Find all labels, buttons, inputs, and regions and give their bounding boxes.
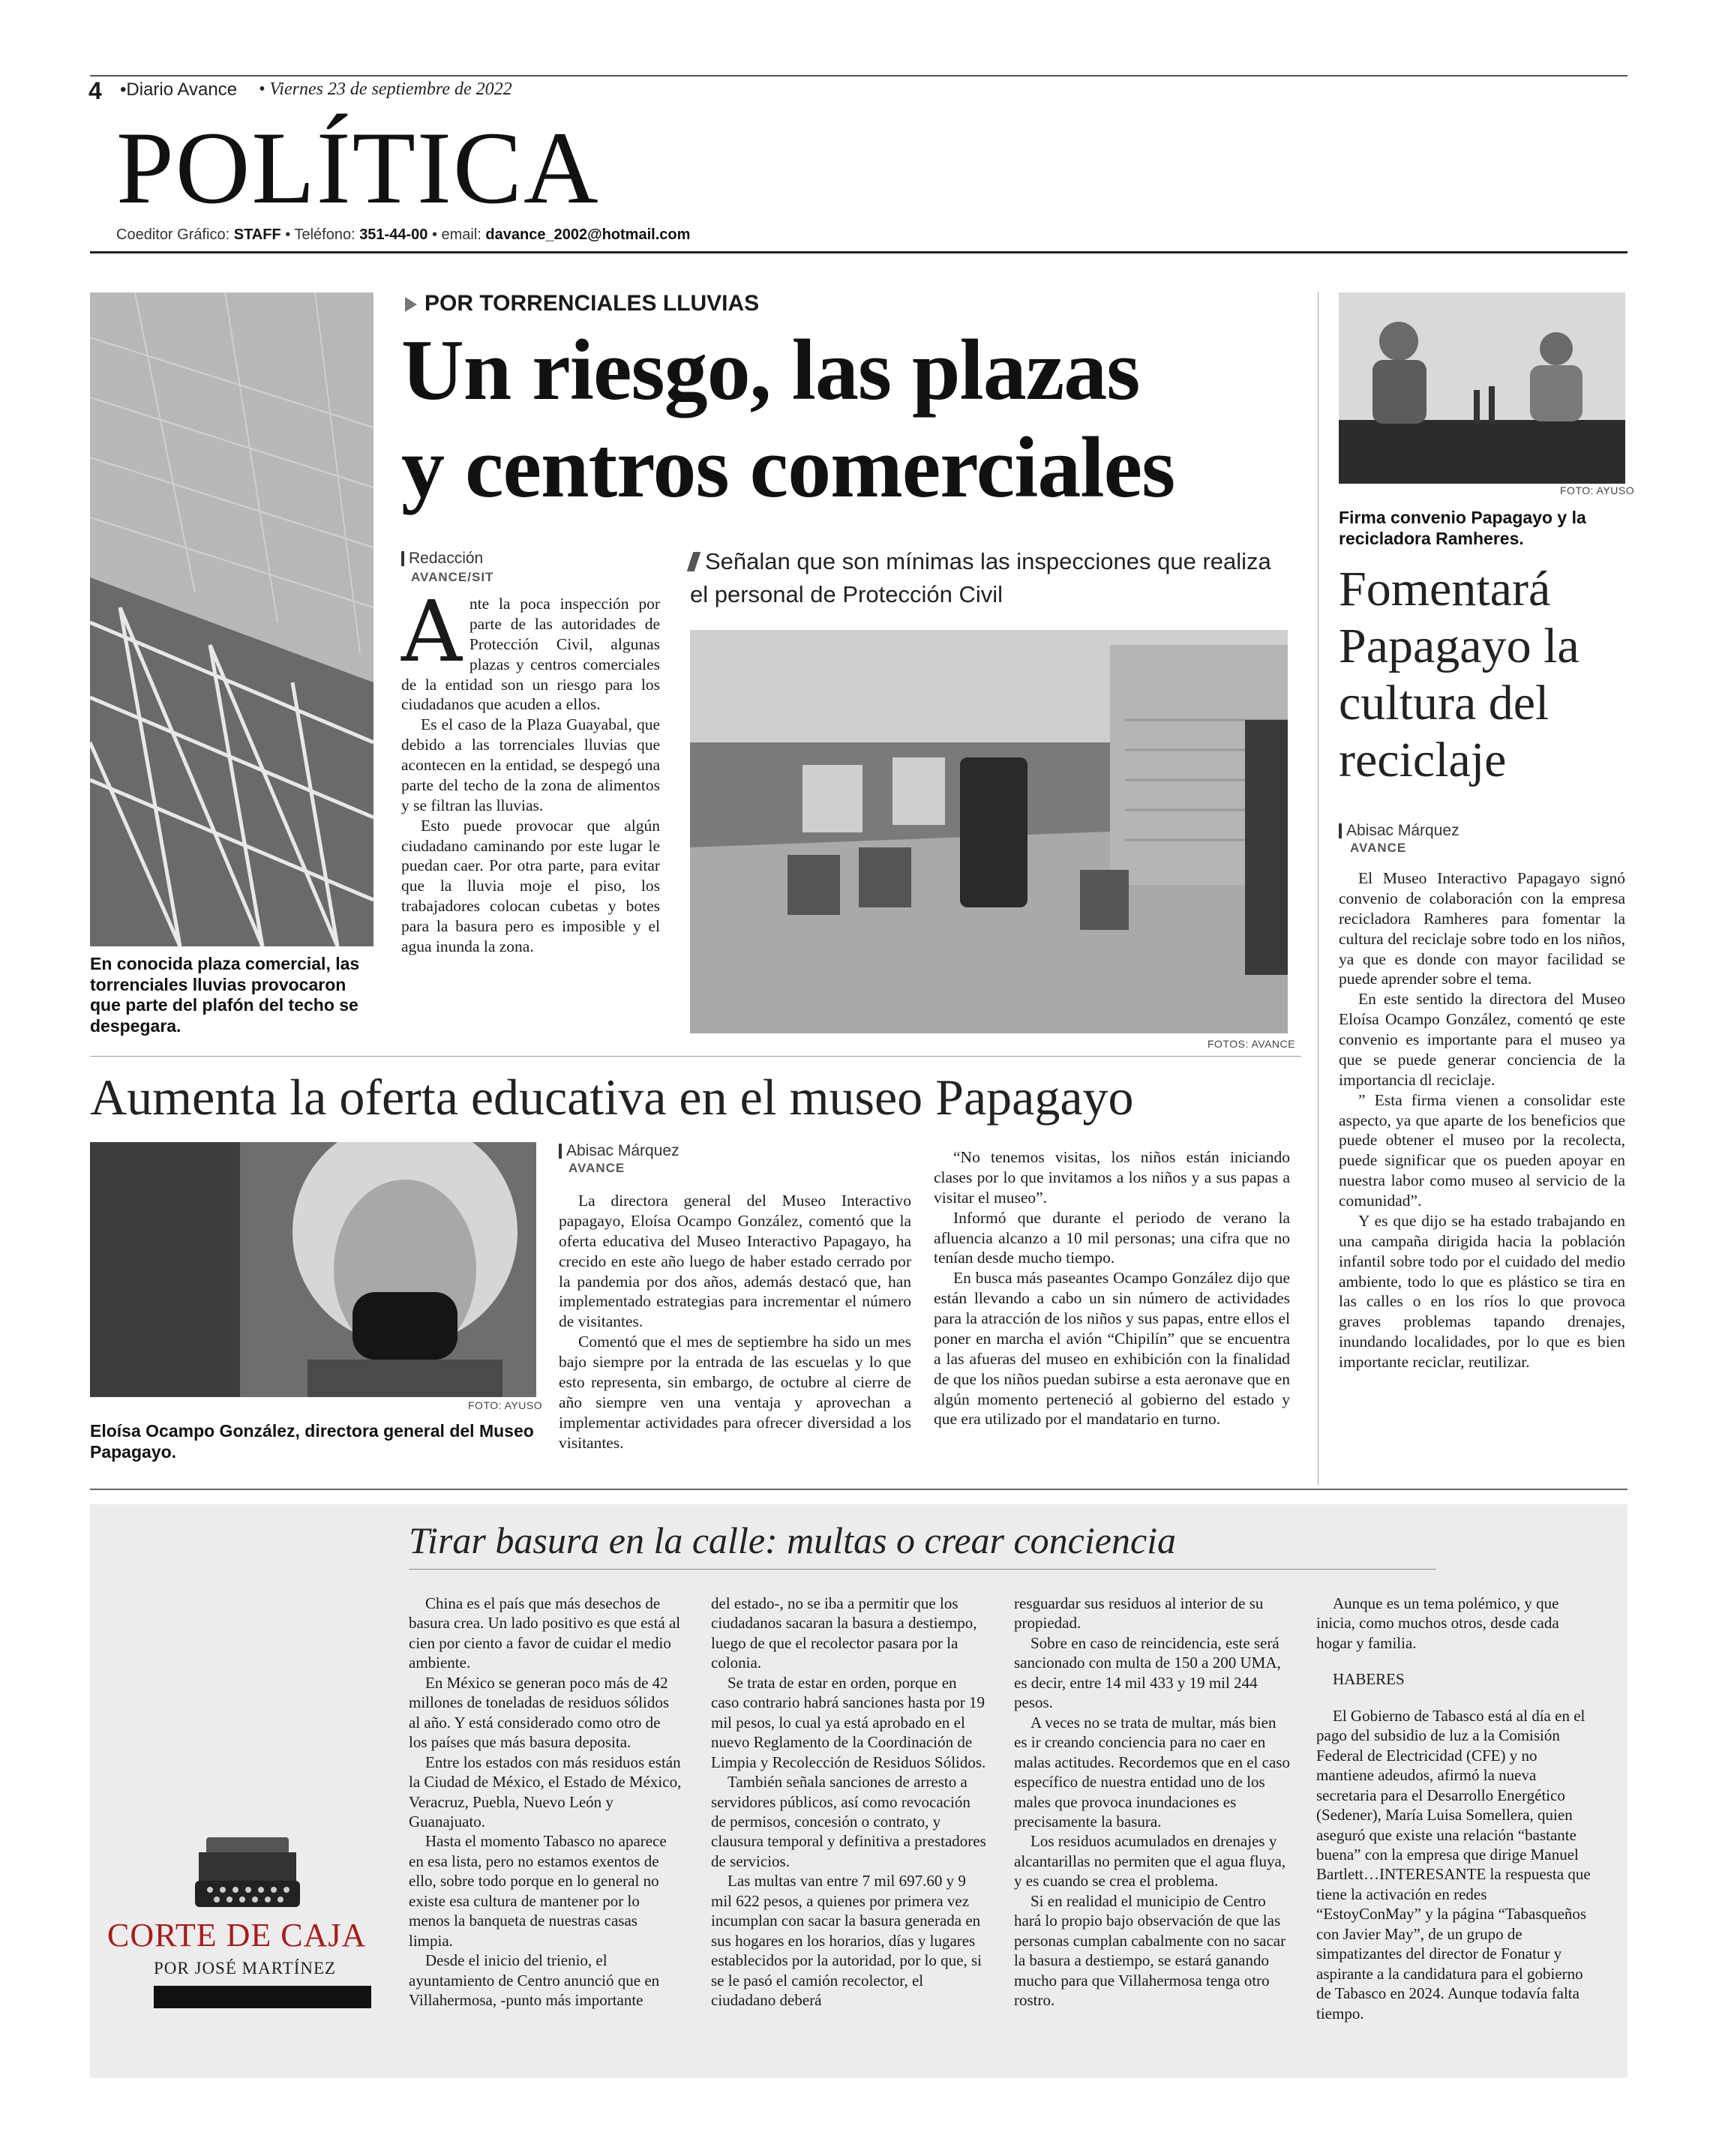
plaza-ceiling-photo	[90, 292, 374, 946]
main-article-body	[401, 583, 660, 957]
second-article-col2	[934, 1147, 1290, 1429]
column-c3-p5: Si en realidad el municipio de Centro hará lo propio bajo observación de que las personas cumplan cabalmente con no sacar la basura a destiempo, se estará ganando mucho para que Villahermosa tenga otro rostro.	[1014, 1891, 1286, 2010]
byline-bar	[1339, 823, 1342, 838]
paper-name: •Diario Avance	[120, 79, 238, 100]
side-para-4: Y es que dijo se ha estado trabajando en una campaña dirigida hacia la población infantil sobre todo por el cuidado del medio ambiente, todo lo que es plástico se tira en las calles o en los ríos lo que provoca graves problemas tapando drenajes, inundando localidades, por lo que es bien importante reciclar, reutilizar.	[1339, 1211, 1625, 1371]
side-byline-name: Abisac Márquez	[1346, 822, 1460, 839]
bottom-section-rule	[90, 1489, 1628, 1490]
column-headline: Tirar basura en la calle: multas o crear conciencia	[409, 1519, 1177, 1561]
second-byline-name: Abisac Márquez	[566, 1142, 680, 1159]
main-para-1: nte la poca inspección por parte de las autoridades de Protección Civil, algunas plazas y centros comerciales de la entidad son un riesgo para los ciudadanos que acuden a ellos.	[401, 595, 660, 714]
typewriter-icon	[191, 1830, 304, 1912]
column-c2-p2: Se trata de estar en orden, porque en caso contrario habrá sanciones hasta por 19 mil pesos, lo cual ya está aprobado en el nuevo Reglamento de la Coordinación de Limpia y Recolección de Residuos Sólidos.	[711, 1673, 986, 1771]
main-byline-agency: AVANCE/SIT	[411, 570, 494, 584]
kicker-text: POR TORRENCIALES LLUVIAS	[424, 291, 760, 316]
staff-line	[116, 226, 690, 244]
column-c4-p2: HABERES	[1333, 1670, 1405, 1689]
second-headline: Aumenta la oferta educativa en el museo Papagayo	[90, 1069, 1134, 1126]
article-divider	[90, 1056, 1301, 1057]
second-para-3: “No tenemos visitas, los niños están iniciando clases por lo que invitamos a los niños y a sus papas a visitar el museo”.	[934, 1148, 1290, 1207]
food-court-photo-credit: FOTOS: AVANCE	[1208, 1038, 1295, 1050]
main-headline-line2: y centros comerciales	[401, 419, 1175, 516]
phone-number: 351-44-00	[359, 226, 428, 243]
column-c3-p4: Los residuos acumulados en drenajes y alcantarillas no permiten que el agua fluya, y es cuando se crea el problema.	[1014, 1832, 1286, 1891]
byline-bar	[401, 551, 404, 566]
email-prefix: • email:	[431, 226, 482, 243]
issue-date: • Viernes 23 de septiembre de 2022	[259, 79, 512, 99]
column-c2-p3: También señala sanciones de arresto a servidores públicos, así como revocación de permisos, concesión o contrato, y clausura temporal y definitiva a prestadores de servicios.	[711, 1773, 986, 1870]
column-c1-p5: Desde el inicio del trienio, el ayuntamiento de Centro anunció que en Villahermosa, -punto más importante	[409, 1951, 660, 2010]
side-headline: Fomentará Papagayo la cultura del reciclaje	[1339, 562, 1580, 787]
main-subhead	[690, 545, 1290, 611]
main-para-3: Esto puede provocar que algún ciudadano caminando por este lugar le puedan caer. Por otra parte, para evitar que la lluvia moje el piso, los trabajadores colocan cubetas y botes para la basura pero es imposible y el agua inunda la zona.	[401, 816, 660, 955]
plaza-photo-caption: En conocida plaza comercial, las torrenciales lluvias provocaron que parte del plafón del techo se despegara.	[90, 954, 360, 1036]
main-para-2: Es el caso de la Plaza Guayabal, que debido a las torrenciales lluvias que acontecen en la entidad, se despegó una parte del techo de la zona de alimentos y se filtran las lluvias.	[401, 715, 660, 814]
column-c4-p1: Aunque es un tema polémico, y que inicia, como muchos otros, desde cada hogar y familia.	[1316, 1594, 1559, 1652]
byline-bar	[559, 1144, 562, 1159]
column-col2	[711, 1594, 988, 2011]
director-photo-credit: FOTO: AYUSO	[468, 1399, 543, 1411]
side-para-1: El Museo Interactivo Papagayo signó convenio de colaboración con la empresa recicladora Ramheres para fomentar la cultura del reciclaje sobre todo en los niños, ya que es donde con mayor facilidad se puede aprender sobre el tema.	[1339, 869, 1625, 988]
director-graphic	[90, 1142, 536, 1397]
column-col3	[1014, 1594, 1292, 2011]
column-c1-p1: China es el país que más desechos de basura crea. Un lado positivo es que está al cien por ciento a favor de cuidar el medio ambiente.	[409, 1594, 681, 1672]
email-address: davance_2002@hotmail.com	[485, 226, 691, 243]
staff-name: STAFF	[233, 226, 281, 243]
convenio-photo-caption: Firma convenio Papagayo y la recicladora Ramheres.	[1339, 508, 1586, 548]
main-subhead-text: Señalan que son mínimas las inspecciones que realiza el personal de Protección Civil	[690, 548, 1271, 608]
side-byline-agency: AVANCE	[1350, 841, 1407, 855]
convenio-graphic	[1339, 292, 1625, 484]
column-c3-p3: A veces no se trata de multar, más bien es ir creando conciencia para no caer en malas actitudes. Recordemos que en el caso específico de nuestra entidad uno de los males que provoca inundaciones es precisamente la basura.	[1014, 1713, 1290, 1831]
main-kicker	[405, 291, 759, 316]
header-rule	[90, 251, 1628, 253]
main-byline-name: Redacción	[409, 550, 484, 567]
main-byline	[401, 550, 483, 568]
column-c3-p2: Sobre en caso de reincidencia, este será sancionado con multa de 150 a 200 UMA, es decir, entre 14 mil 433 y 19 mil 244 pesos.	[1014, 1633, 1281, 1712]
food-court-photo	[690, 630, 1288, 1033]
second-para-5: En busca más paseantes Ocampo González dijo que están llevando a cabo un sin número de actividades para la atracción de los niños y sus papas, entre ellos el poner en marcha el avión “Chipilín” que se encuentra a las afueras del museo en exhibición con la finalidad de que los niños puedan subirse a esta aeronave que en algún momento perteneció al gobierno del estado y que era utilizado por el mandatario en turno.	[934, 1269, 1290, 1429]
second-byline-agency: AVANCE	[568, 1161, 626, 1175]
phone-prefix: • Teléfono:	[285, 226, 356, 243]
side-para-2: En este sentido la directora del Museo Eloísa Ocampo González, comentó qe este convenio es importante para el museo ya que se puede generar conciencia de la importancia dl reciclaje.	[1339, 990, 1625, 1089]
side-byline	[1339, 822, 1460, 840]
ceiling-graphic	[90, 292, 374, 946]
second-byline	[559, 1142, 680, 1160]
food-court-graphic	[690, 630, 1288, 1033]
main-dropcap: A	[401, 583, 462, 681]
director-photo-caption: Eloísa Ocampo González, directora general del Museo Papagayo.	[90, 1421, 534, 1462]
top-rule	[90, 75, 1628, 76]
column-head-rule	[409, 1569, 1436, 1570]
column-c3-p1: resguardar sus residuos al interior de su propiedad.	[1014, 1594, 1264, 1633]
second-article-col1	[559, 1191, 911, 1453]
main-headline-line1: Un riesgo, las plazas	[401, 322, 1140, 418]
second-para-1: La directora general del Museo Interactivo papagayo, Eloísa Ocampo González, comentó que la oferta educativa del Museo Interactivo Papagayo, ha crecido en este año luego de haber estado cerrado por la pandemia por dos años, además destacó que, han implementado estrategias para incrementar el número de visitantes.	[559, 1192, 911, 1331]
main-headline	[401, 322, 1301, 517]
director-photo	[90, 1142, 536, 1397]
staff-prefix: Coeditor Gráfico:	[116, 226, 230, 243]
subhead-marker-icon	[687, 552, 700, 571]
column-c1-p4: Hasta el momento Tabasco no aparece en esa lista, pero no estamos exentos de ello, sobre todo porque en lo general no existe esa cultura de mantener por lo menos la banqueta de nuestras casas limpia.	[409, 1832, 667, 1950]
column-c1-p2: En México se generan poco más de 42 millones de toneladas de residuos sólidos al año. Y está considerado como otro de los países que más basura deposita.	[409, 1673, 670, 1752]
column-col1	[409, 1594, 682, 2011]
column-c1-p3: Entre los estados con más residuos están la Ciudad de México, el Estado de México, Veracruz, Puebla, Nuevo León y Guanajuato.	[409, 1753, 682, 1831]
side-para-3: ” Esta firma vienen a consolidar este aspecto, ya que aparte de los beneficios que puede obtener el museo por la recolecta, puede significar que os pueden apoyar en nuestra labor como museo al servicio de la comunidad”.	[1339, 1090, 1625, 1210]
column-name: CORTE DE CAJA	[107, 1917, 367, 1954]
column-c2-p4: Las multas van entre 7 mil 697.60 y 9 mil 622 pesos, a quienes por primera vez incumplan con sacar la basura generada en sus hogares en los horarios, días y lugares establecidos por la autoridad, por lo que, si se le pasó el camión recolector, el ciudadano deberá	[711, 1872, 982, 2010]
second-para-4: Informó que durante el periodo de verano la afluencia alcanzo a 10 mil personas; una cifra que no tenían desde mucho tiempo.	[934, 1208, 1290, 1267]
side-article-body	[1339, 868, 1625, 1372]
second-para-2: Comentó que el mes de septiembre ha sido un mes bajo siempre por la entrada de las escuelas y lo que esto representa, sin embargo, de octubre al cierre de año siempre ven una ventaja y aprovechan a implementar actividades para ofrecer diversidad a los visitantes.	[559, 1333, 911, 1452]
column-logo-bar	[154, 1986, 371, 2008]
column-c4-p3: El Gobierno de Tabasco está al día en el pago del subsidio de luz a la Comisión Federal de Electricidad (CFE) y no mantiene adeudos, afirmó la nueva secretaria para el Desarrollo Energético (Sedener), María Luisa Somellera, quien aseguró que existe una relación “bastante buena” con la empresa que dirige Manuel Bartlett…INTERESANTE la respuesta que tiene la activación en redes “EstoyConMay” y la página “Tabasqueños con Javier May”, de un grupo de simpatizantes del director de Fonatur y aspirante a la candidatura para el gobierno de Tabasco en 2024. Aunque todavía falta tiempo.	[1316, 1706, 1591, 2023]
convenio-photo-credit: FOTO: AYUSO	[1560, 484, 1635, 496]
section-title: POLÍTICA	[116, 110, 600, 225]
column-col4	[1316, 1594, 1594, 2023]
column-author: POR JOSÉ MARTÍNEZ	[154, 1959, 337, 1978]
convenio-photo	[1339, 292, 1625, 484]
page-number: 4	[88, 77, 102, 104]
column-c2-p1: del estado-, no se iba a permitir que los ciudadanos sacaran la basura a destiempo, luego de que el recolector pasara por la colonia.	[711, 1594, 977, 1672]
triangle-icon	[405, 297, 417, 312]
